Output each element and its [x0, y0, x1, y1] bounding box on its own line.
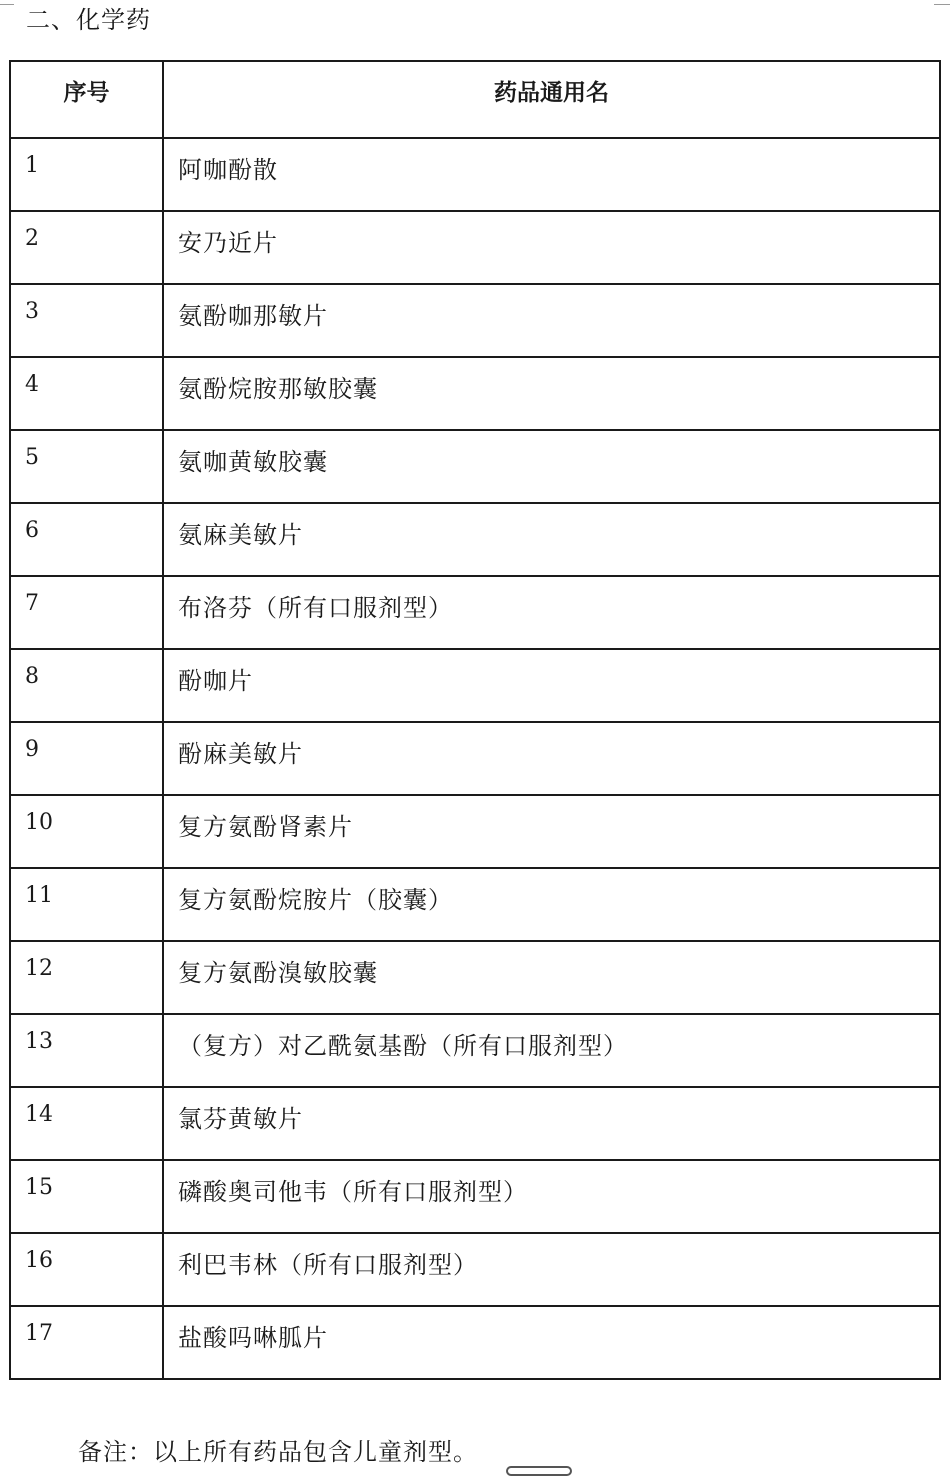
row-number: 1 [10, 138, 163, 211]
table-row [10, 1160, 940, 1233]
table-row [10, 503, 940, 576]
row-number: 6 [10, 503, 163, 576]
table-row [10, 795, 940, 868]
drug-name: 氨咖黄敏胶囊 [163, 430, 940, 503]
drug-name: 酚咖片 [163, 649, 940, 722]
row-number: 11 [10, 868, 163, 941]
section-title: 二、化学药 [26, 6, 151, 34]
drug-name: （复方）对乙酰氨基酚（所有口服剂型） [163, 1014, 940, 1087]
row-number: 12 [10, 941, 163, 1014]
drug-name: 磷酸奥司他韦（所有口服剂型） [163, 1160, 940, 1233]
drug-name: 利巴韦林（所有口服剂型） [163, 1233, 940, 1306]
table-row [10, 1306, 940, 1379]
table-row [10, 284, 940, 357]
table-row [10, 941, 940, 1014]
row-number: 2 [10, 211, 163, 284]
table-row [10, 1014, 940, 1087]
row-number: 15 [10, 1160, 163, 1233]
row-number: 4 [10, 357, 163, 430]
drug-name: 布洛芬（所有口服剂型） [163, 576, 940, 649]
page-corner-mark-left [0, 0, 14, 5]
table-row [10, 722, 940, 795]
table-row [10, 1233, 940, 1306]
table-header-row [10, 61, 940, 138]
table-body [10, 138, 940, 1379]
row-number: 7 [10, 576, 163, 649]
table-row [10, 357, 940, 430]
drug-name: 阿咖酚散 [163, 138, 940, 211]
drug-name: 氨酚烷胺那敏胶囊 [163, 357, 940, 430]
header-number: 序号 [10, 61, 163, 138]
drug-name: 氨麻美敏片 [163, 503, 940, 576]
drug-name: 氯芬黄敏片 [163, 1087, 940, 1160]
page-corner-mark-right [934, 0, 950, 5]
table-row [10, 211, 940, 284]
row-number: 5 [10, 430, 163, 503]
table-row [10, 430, 940, 503]
row-number: 10 [10, 795, 163, 868]
table-row [10, 1087, 940, 1160]
drug-name: 安乃近片 [163, 211, 940, 284]
drug-name: 复方氨酚溴敏胶囊 [163, 941, 940, 1014]
table-row [10, 576, 940, 649]
row-number: 16 [10, 1233, 163, 1306]
row-number: 3 [10, 284, 163, 357]
table-row [10, 868, 940, 941]
drug-name: 复方氨酚肾素片 [163, 795, 940, 868]
header-drug-name: 药品通用名 [163, 61, 940, 138]
footnote: 备注：以上所有药品包含儿童剂型。 [78, 1438, 478, 1466]
table-row [10, 138, 940, 211]
drug-table [9, 60, 941, 1380]
row-number: 9 [10, 722, 163, 795]
table-row [10, 649, 940, 722]
row-number: 8 [10, 649, 163, 722]
drug-name: 酚麻美敏片 [163, 722, 940, 795]
row-number: 13 [10, 1014, 163, 1087]
row-number: 17 [10, 1306, 163, 1379]
drug-name: 盐酸吗啉胍片 [163, 1306, 940, 1379]
drug-name: 复方氨酚烷胺片（胶囊） [163, 868, 940, 941]
row-number: 14 [10, 1087, 163, 1160]
bottom-scroll-indicator [506, 1466, 572, 1476]
drug-name: 氨酚咖那敏片 [163, 284, 940, 357]
